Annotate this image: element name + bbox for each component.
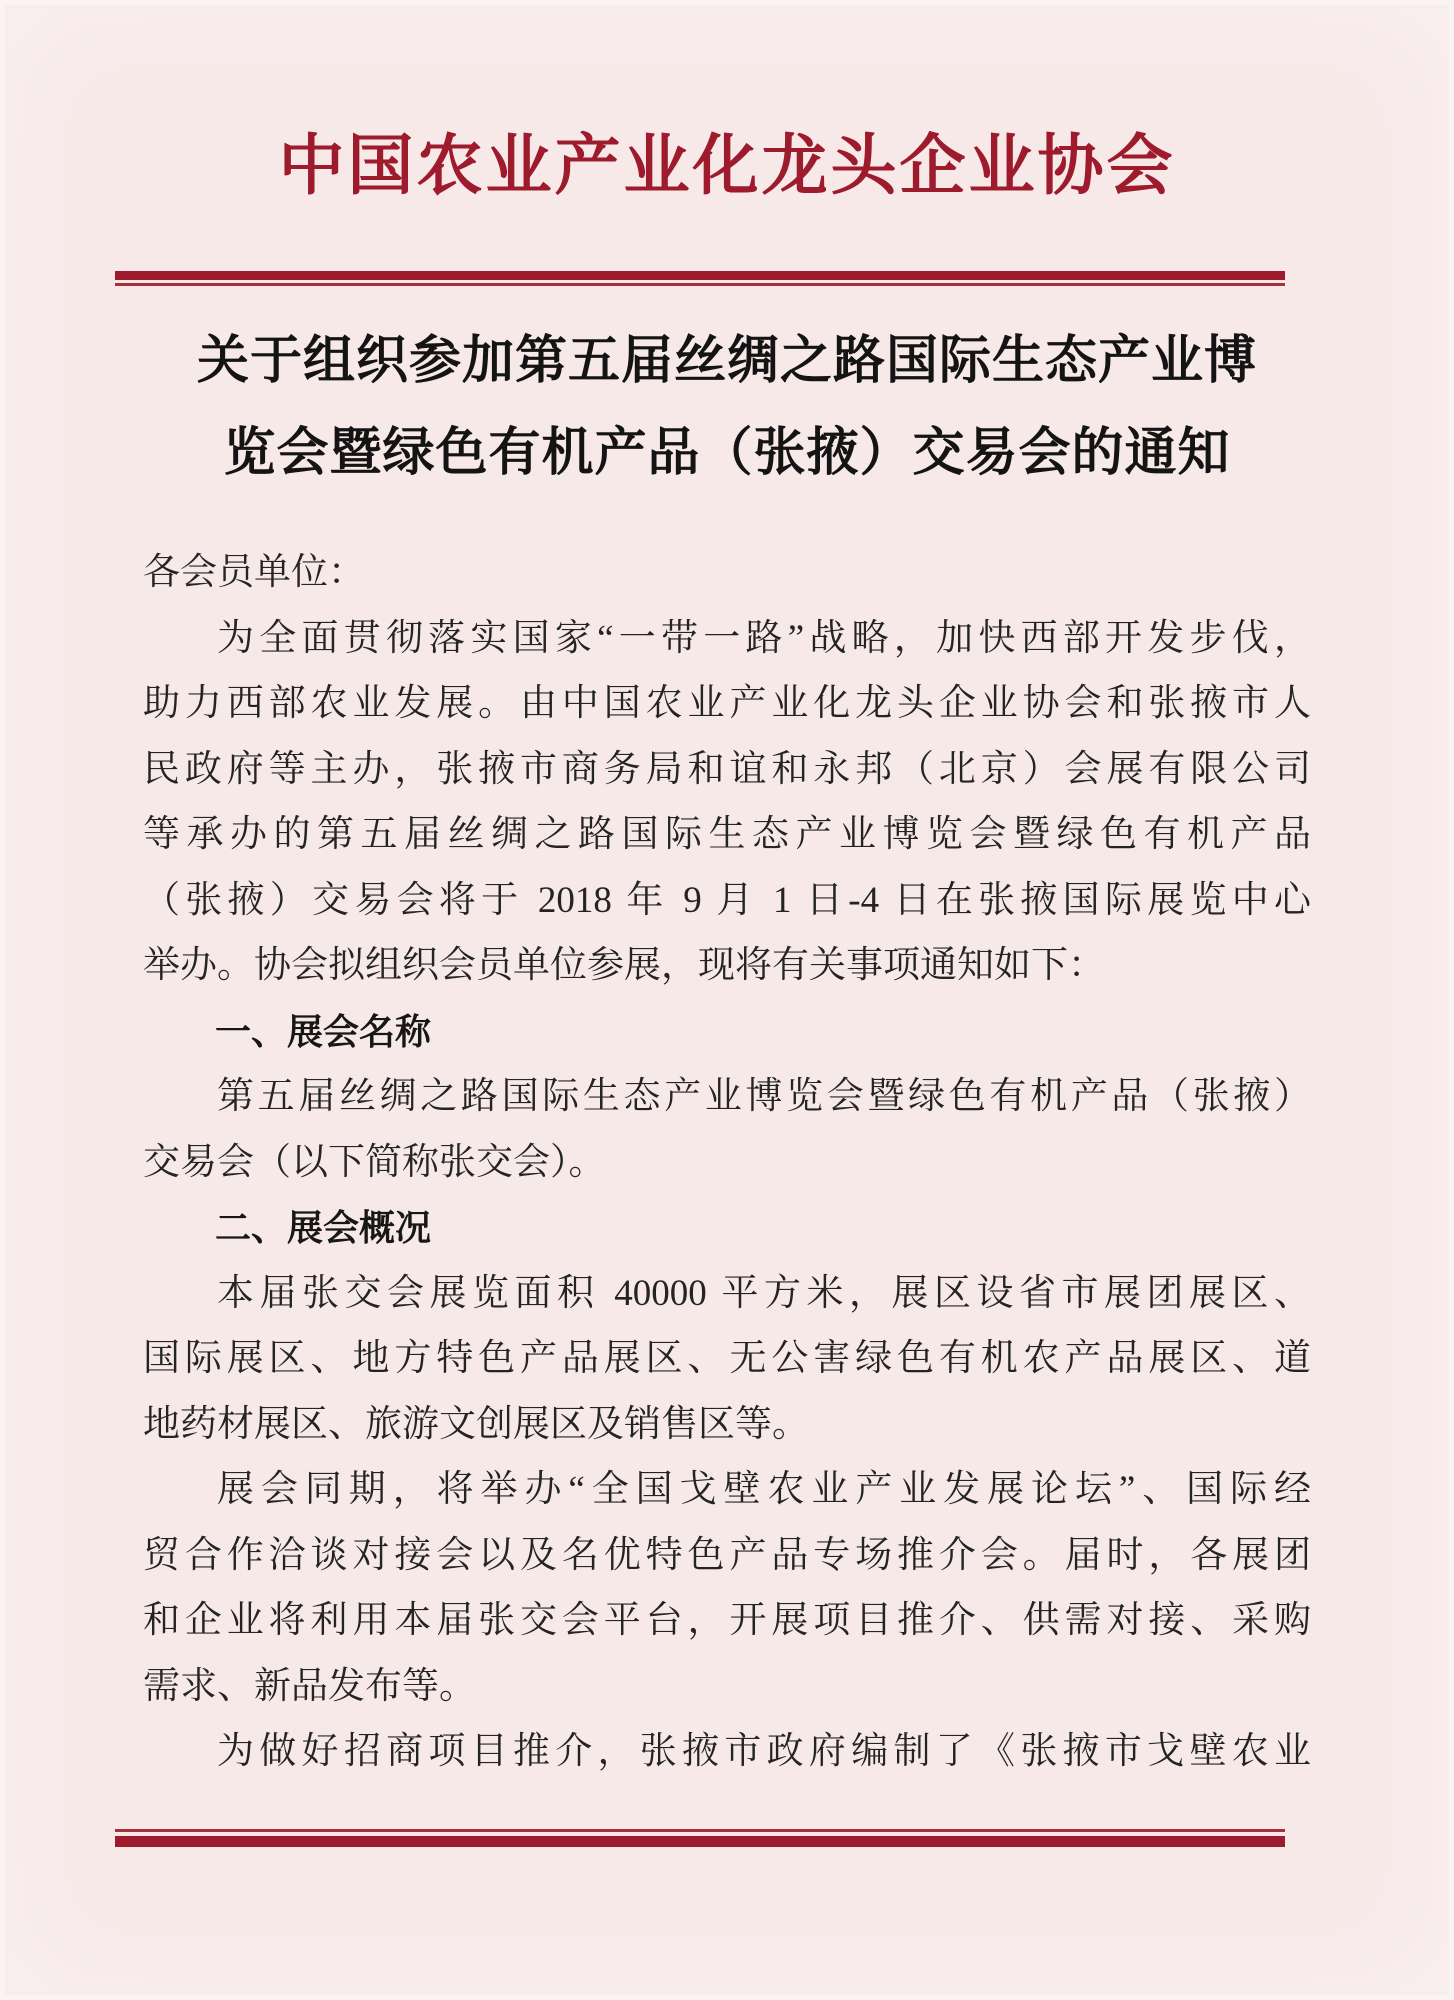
body-line: 二、展会概况 [215, 1207, 432, 1248]
body-line: 为全面贯彻落实国家“一带一路”战略，加快西部开发步伐， [217, 617, 1311, 659]
document-title-line-2: 览会暨绿色有机产品（张掖）交易会的通知 [223, 425, 1231, 482]
letterhead-org-name: 中国农业产业化龙头企业协会 [278, 130, 1176, 203]
body-line: 为做好招商项目推介，张掖市政府编制了《张掖市戈壁农业 [217, 1731, 1311, 1772]
document-body [143, 540, 1311, 1785]
body-line: 举办。协会拟组织会员单位参展，现将有关事项通知如下： [143, 945, 1105, 986]
footer-divider-thin-bar [115, 1829, 1285, 1832]
body-line: 各会员单位： [143, 552, 365, 593]
body-line: 需求、新品发布等。 [143, 1665, 476, 1707]
document-title-line-1: 关于组织参加第五届丝绸之路国际生态产业博 [196, 333, 1257, 390]
document-title [80, 316, 1374, 500]
header-divider-thick-bar [115, 271, 1285, 280]
body-line: 国际展区、地方特色产品展区、无公害绿色有机农产品展区、道 [143, 1338, 1311, 1379]
body-line: 助力西部农业发展。由中国农业产业化龙头企业协会和张掖市人 [143, 683, 1311, 724]
body-line: 民政府等主办，张掖市商务局和谊和永邦（北京）会展有限公司 [143, 748, 1311, 790]
footer-divider [115, 1829, 1285, 1847]
header-divider [115, 271, 1285, 286]
body-line: 第五届丝绸之路国际生态产业博览会暨绿色有机产品（张掖） [217, 1076, 1311, 1117]
body-line: 一、展会名称 [215, 1010, 432, 1052]
body-line: 地药材展区、旅游文创展区及销售区等。 [143, 1403, 809, 1445]
body-line: （张掖）交易会将于 2018 年 9 月 1 日-4 日在张掖国际展览中心 [143, 879, 1311, 921]
header-divider-thin-bar [115, 283, 1285, 286]
body-line: 本届张交会展览面积 40000 平方米，展区设省市展团展区、 [217, 1272, 1311, 1314]
body-line: 贸合作洽谈对接会以及名优特色产品专场推介会。届时，各展团 [143, 1534, 1311, 1576]
body-line: 交易会（以下简称张交会）。 [143, 1141, 606, 1183]
body-line: 等承办的第五届丝绸之路国际生态产业博览会暨绿色有机产品 [143, 814, 1311, 855]
body-line: 展会同期，将举办“全国戈壁农业产业发展论坛”、国际经 [217, 1469, 1311, 1510]
body-line: 和企业将利用本届张交会平台，开展项目推介、供需对接、采购 [143, 1600, 1311, 1641]
footer-divider-thick-bar [115, 1836, 1285, 1847]
